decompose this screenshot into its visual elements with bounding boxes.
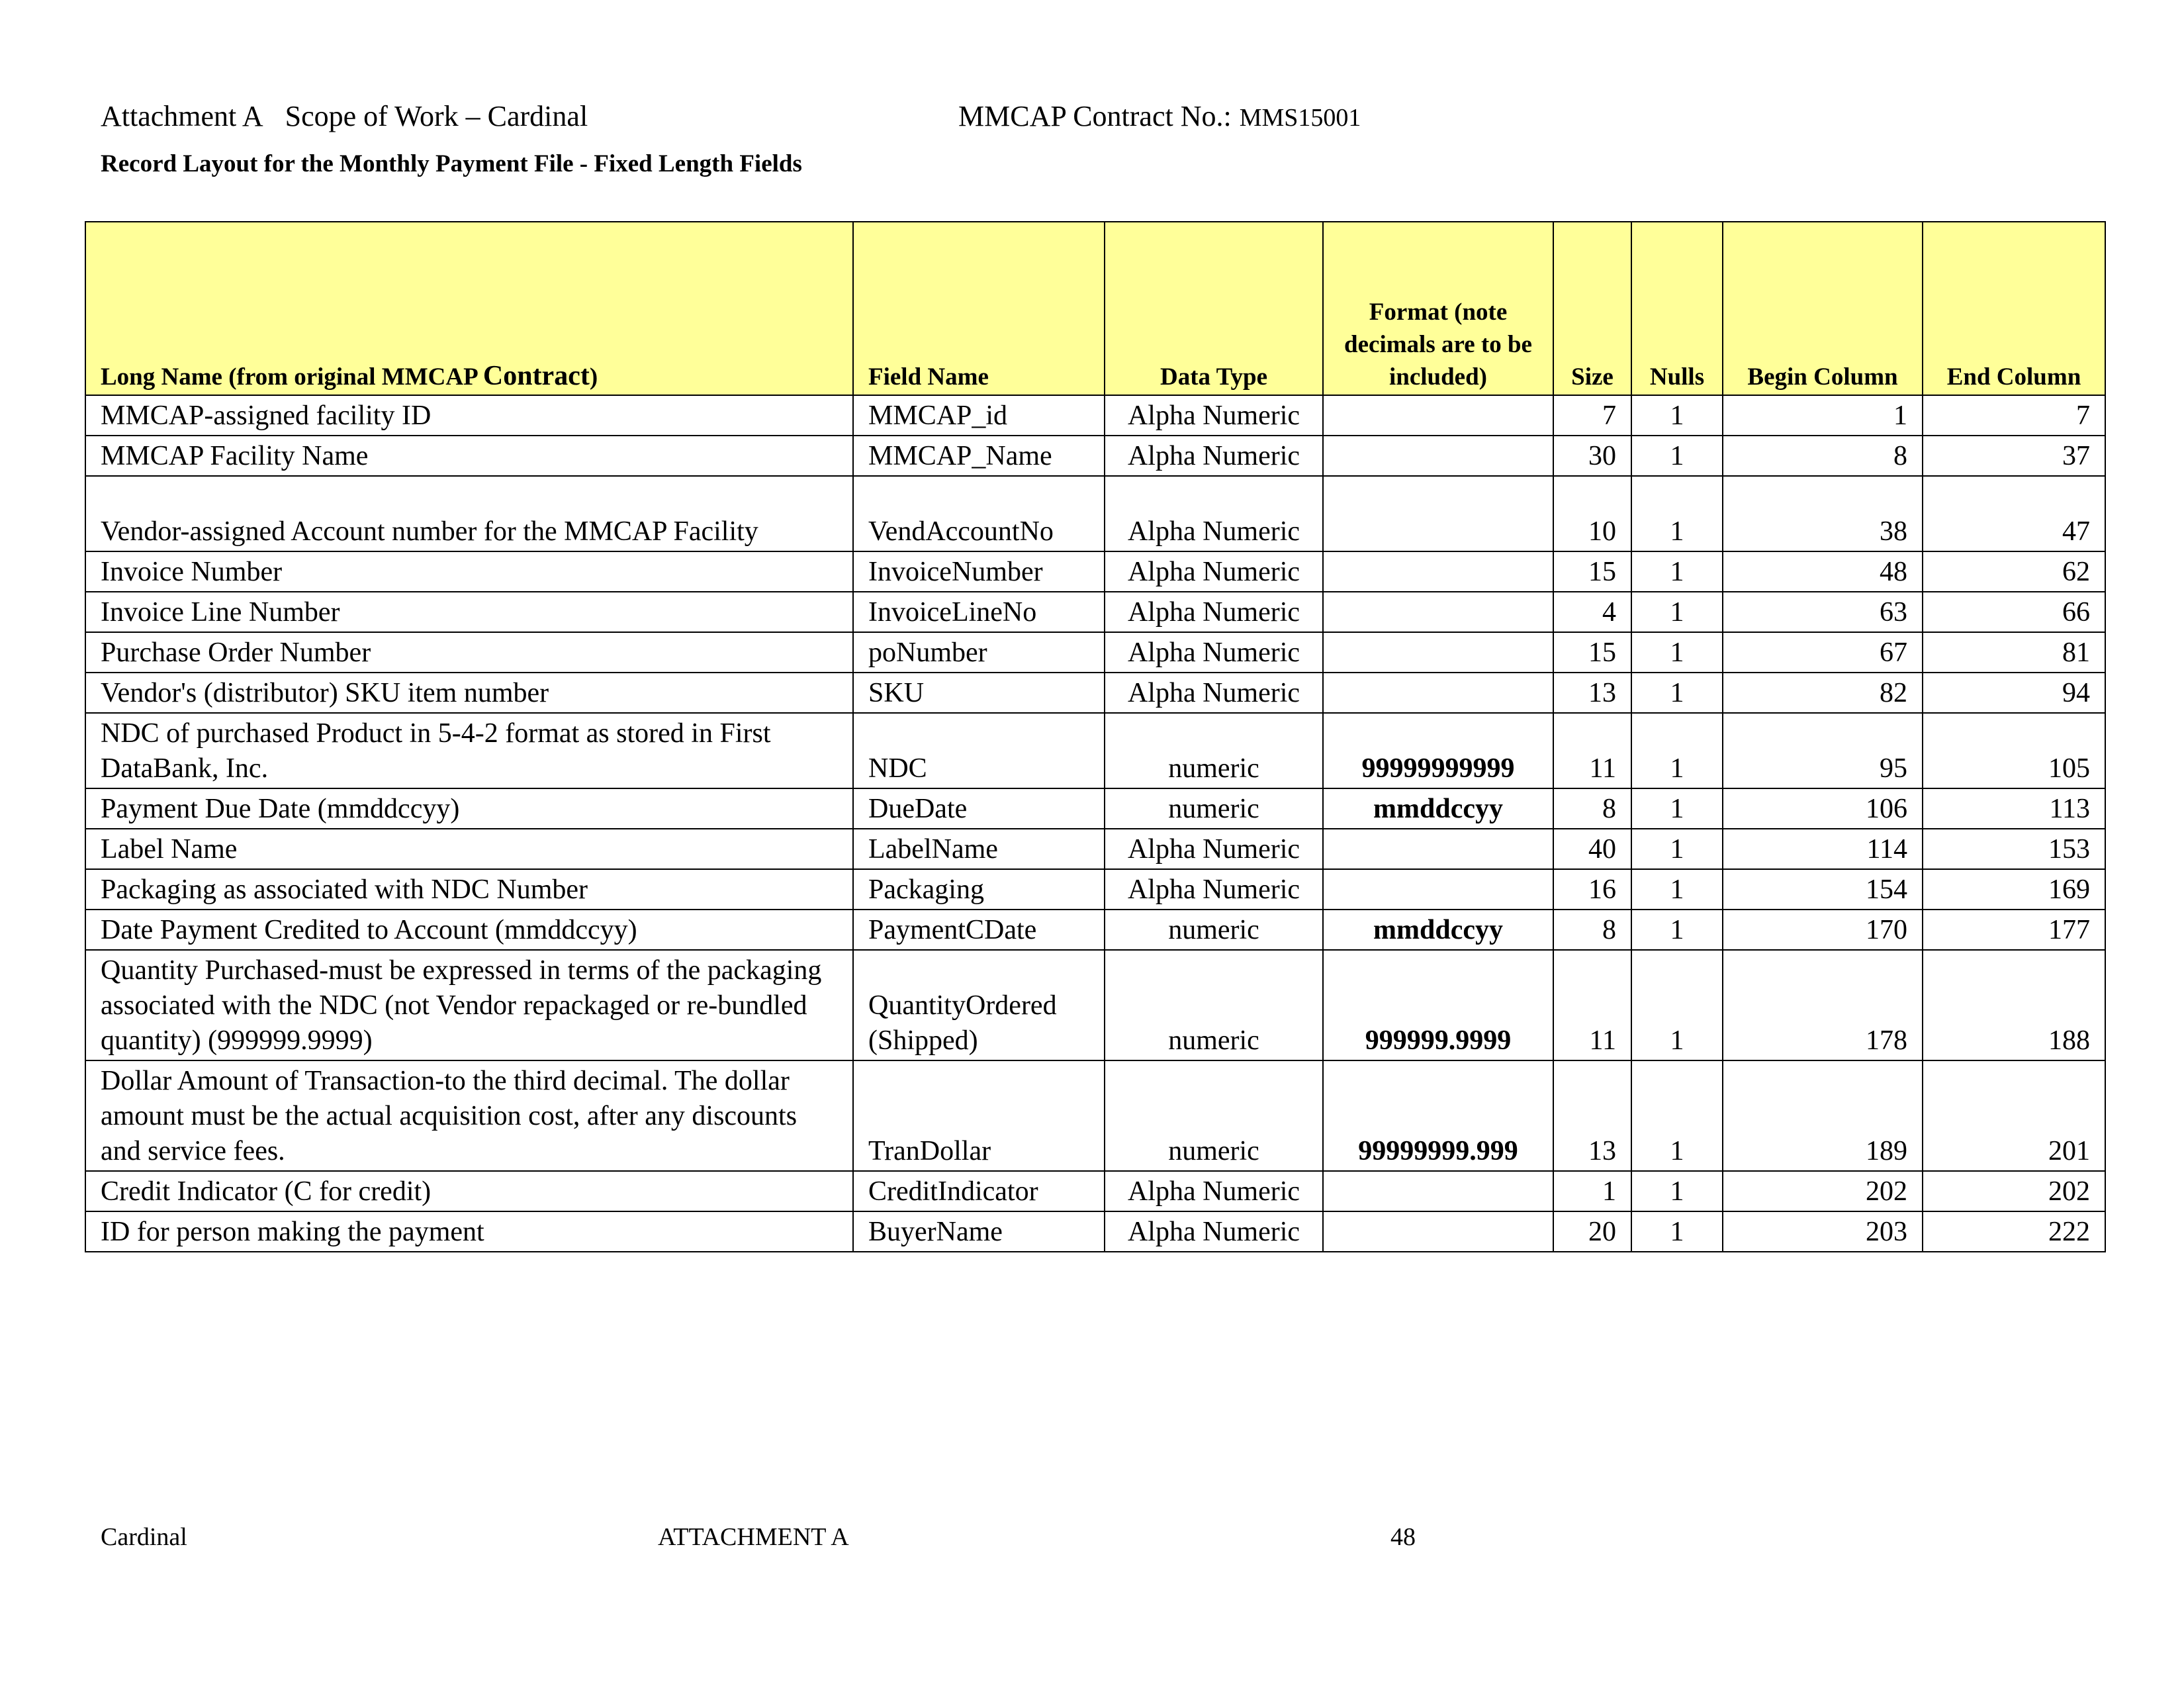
cell-begin-column: 48 xyxy=(1723,551,1923,592)
cell-format: 999999.9999 xyxy=(1323,950,1553,1060)
cell-end-column: 37 xyxy=(1923,436,2105,476)
cell-data-type: Alpha Numeric xyxy=(1105,1171,1323,1211)
cell-data-type: numeric xyxy=(1105,950,1323,1060)
cell-field-name: MMCAP_Name xyxy=(853,436,1105,476)
column-header-size: Size xyxy=(1553,222,1631,395)
cell-size: 11 xyxy=(1553,950,1631,1060)
cell-end-column: 94 xyxy=(1923,673,2105,713)
document-subtitle: Record Layout for the Monthly Payment File - Fixed Length Fields xyxy=(101,150,802,177)
cell-field-name: QuantityOrdered (Shipped) xyxy=(853,950,1105,1060)
cell-size: 4 xyxy=(1553,592,1631,632)
footer-company: Cardinal xyxy=(101,1523,187,1551)
cell-data-type: Alpha Numeric xyxy=(1105,551,1323,592)
cell-end-column: 66 xyxy=(1923,592,2105,632)
cell-format xyxy=(1323,395,1553,436)
cell-nulls: 1 xyxy=(1631,829,1723,869)
cell-end-column: 222 xyxy=(1923,1211,2105,1252)
cell-begin-column: 170 xyxy=(1723,910,1923,950)
cell-end-column: 62 xyxy=(1923,551,2105,592)
cell-long-name: Dollar Amount of Transaction-to the third decimal. The dollar amount must be the actual acquisition cost, after any discounts and service fees. xyxy=(85,1060,853,1171)
table-row xyxy=(85,476,2105,551)
cell-field-name: MMCAP_id xyxy=(853,395,1105,436)
table-row xyxy=(85,1211,2105,1252)
cell-size: 15 xyxy=(1553,551,1631,592)
cell-nulls: 1 xyxy=(1631,476,1723,551)
cell-format xyxy=(1323,436,1553,476)
cell-data-type: Alpha Numeric xyxy=(1105,436,1323,476)
cell-field-name: BuyerName xyxy=(853,1211,1105,1252)
cell-size: 8 xyxy=(1553,788,1631,829)
cell-nulls: 1 xyxy=(1631,910,1723,950)
cell-begin-column: 67 xyxy=(1723,632,1923,673)
cell-field-name: DueDate xyxy=(853,788,1105,829)
cell-end-column: 81 xyxy=(1923,632,2105,673)
cell-begin-column: 63 xyxy=(1723,592,1923,632)
cell-format xyxy=(1323,869,1553,910)
cell-begin-column: 189 xyxy=(1723,1060,1923,1171)
cell-begin-column: 202 xyxy=(1723,1171,1923,1211)
column-header-data-type: Data Type xyxy=(1105,222,1323,395)
cell-data-type: numeric xyxy=(1105,788,1323,829)
cell-size: 30 xyxy=(1553,436,1631,476)
cell-data-type: Alpha Numeric xyxy=(1105,829,1323,869)
cell-end-column: 201 xyxy=(1923,1060,2105,1171)
column-header-nulls: Nulls xyxy=(1631,222,1723,395)
cell-end-column: 7 xyxy=(1923,395,2105,436)
cell-size: 11 xyxy=(1553,713,1631,788)
table-row xyxy=(85,551,2105,592)
cell-end-column: 169 xyxy=(1923,869,2105,910)
cell-format xyxy=(1323,1211,1553,1252)
cell-field-name: VendAccountNo xyxy=(853,476,1105,551)
cell-begin-column: 82 xyxy=(1723,673,1923,713)
cell-long-name: Invoice Number xyxy=(85,551,853,592)
cell-long-name: Credit Indicator (C for credit) xyxy=(85,1171,853,1211)
cell-size: 1 xyxy=(1553,1171,1631,1211)
cell-size: 13 xyxy=(1553,673,1631,713)
cell-nulls: 1 xyxy=(1631,869,1723,910)
table-row xyxy=(85,869,2105,910)
cell-long-name: NDC of purchased Product in 5-4-2 format as stored in First DataBank, Inc. xyxy=(85,713,853,788)
table-row xyxy=(85,592,2105,632)
cell-size: 16 xyxy=(1553,869,1631,910)
cell-size: 8 xyxy=(1553,910,1631,950)
column-header-field-name: Field Name xyxy=(853,222,1105,395)
cell-end-column: 113 xyxy=(1923,788,2105,829)
table-row xyxy=(85,950,2105,1060)
cell-nulls: 1 xyxy=(1631,1171,1723,1211)
table-row xyxy=(85,713,2105,788)
cell-data-type: Alpha Numeric xyxy=(1105,673,1323,713)
cell-end-column: 153 xyxy=(1923,829,2105,869)
cell-long-name: MMCAP-assigned facility ID xyxy=(85,395,853,436)
cell-begin-column: 178 xyxy=(1723,950,1923,1060)
table-row xyxy=(85,673,2105,713)
cell-data-type: numeric xyxy=(1105,1060,1323,1171)
cell-format: mmddccyy xyxy=(1323,910,1553,950)
table-row xyxy=(85,829,2105,869)
table-body xyxy=(85,395,2105,1252)
cell-data-type: Alpha Numeric xyxy=(1105,632,1323,673)
cell-format xyxy=(1323,551,1553,592)
cell-nulls: 1 xyxy=(1631,592,1723,632)
cell-format xyxy=(1323,592,1553,632)
cell-size: 40 xyxy=(1553,829,1631,869)
cell-data-type: numeric xyxy=(1105,910,1323,950)
cell-format xyxy=(1323,476,1553,551)
cell-size: 13 xyxy=(1553,1060,1631,1171)
column-header-long-name: Long Name (from original MMCAP Contract) xyxy=(85,222,853,395)
cell-nulls: 1 xyxy=(1631,950,1723,1060)
cell-data-type: numeric xyxy=(1105,713,1323,788)
cell-begin-column: 114 xyxy=(1723,829,1923,869)
column-header-begin-column: Begin Column xyxy=(1723,222,1923,395)
cell-field-name: LabelName xyxy=(853,829,1105,869)
table-row xyxy=(85,1171,2105,1211)
table-row xyxy=(85,632,2105,673)
cell-nulls: 1 xyxy=(1631,1060,1723,1171)
attachment-label: Attachment A xyxy=(101,100,263,132)
cell-size: 7 xyxy=(1553,395,1631,436)
cell-field-name: SKU xyxy=(853,673,1105,713)
cell-data-type: Alpha Numeric xyxy=(1105,592,1323,632)
cell-size: 15 xyxy=(1553,632,1631,673)
cell-format xyxy=(1323,632,1553,673)
cell-data-type: Alpha Numeric xyxy=(1105,1211,1323,1252)
footer-attachment: ATTACHMENT A xyxy=(658,1523,849,1551)
cell-long-name: Vendor's (distributor) SKU item number xyxy=(85,673,853,713)
cell-end-column: 202 xyxy=(1923,1171,2105,1211)
cell-long-name: Quantity Purchased-must be expressed in terms of the packaging associated with the NDC (not Vendor repackaged or re-bundled quantity) (999999.9999) xyxy=(85,950,853,1060)
cell-begin-column: 1 xyxy=(1723,395,1923,436)
cell-long-name: Payment Due Date (mmddccyy) xyxy=(85,788,853,829)
cell-nulls: 1 xyxy=(1631,436,1723,476)
record-layout-table xyxy=(85,221,2106,1252)
cell-nulls: 1 xyxy=(1631,1211,1723,1252)
page-number: 48 xyxy=(1390,1523,1416,1551)
cell-end-column: 188 xyxy=(1923,950,2105,1060)
cell-data-type: Alpha Numeric xyxy=(1105,395,1323,436)
column-header-end-column: End Column xyxy=(1923,222,2105,395)
contract-number: MMS15001 xyxy=(1239,104,1361,132)
cell-field-name: NDC xyxy=(853,713,1105,788)
cell-begin-column: 8 xyxy=(1723,436,1923,476)
document-header-left xyxy=(101,99,588,133)
table-row xyxy=(85,910,2105,950)
cell-end-column: 47 xyxy=(1923,476,2105,551)
cell-long-name: Date Payment Credited to Account (mmddccyy) xyxy=(85,910,853,950)
cell-field-name: CreditIndicator xyxy=(853,1171,1105,1211)
cell-field-name: PaymentCDate xyxy=(853,910,1105,950)
cell-format: mmddccyy xyxy=(1323,788,1553,829)
cell-nulls: 1 xyxy=(1631,395,1723,436)
cell-long-name: Packaging as associated with NDC Number xyxy=(85,869,853,910)
cell-format: 99999999999 xyxy=(1323,713,1553,788)
cell-size: 10 xyxy=(1553,476,1631,551)
cell-begin-column: 106 xyxy=(1723,788,1923,829)
cell-field-name: InvoiceLineNo xyxy=(853,592,1105,632)
cell-size: 20 xyxy=(1553,1211,1631,1252)
cell-begin-column: 203 xyxy=(1723,1211,1923,1252)
cell-long-name: Label Name xyxy=(85,829,853,869)
cell-long-name: Purchase Order Number xyxy=(85,632,853,673)
cell-begin-column: 95 xyxy=(1723,713,1923,788)
scope-title: Scope of Work – Cardinal xyxy=(285,100,588,132)
cell-field-name: poNumber xyxy=(853,632,1105,673)
cell-nulls: 1 xyxy=(1631,673,1723,713)
cell-long-name: Invoice Line Number xyxy=(85,592,853,632)
cell-nulls: 1 xyxy=(1631,551,1723,592)
cell-begin-column: 154 xyxy=(1723,869,1923,910)
cell-long-name: ID for person making the payment xyxy=(85,1211,853,1252)
table-row xyxy=(85,788,2105,829)
cell-data-type: Alpha Numeric xyxy=(1105,869,1323,910)
cell-field-name: InvoiceNumber xyxy=(853,551,1105,592)
table-row xyxy=(85,395,2105,436)
cell-long-name: MMCAP Facility Name xyxy=(85,436,853,476)
cell-end-column: 177 xyxy=(1923,910,2105,950)
table-row xyxy=(85,1060,2105,1171)
cell-end-column: 105 xyxy=(1923,713,2105,788)
cell-format xyxy=(1323,829,1553,869)
cell-data-type: Alpha Numeric xyxy=(1105,476,1323,551)
cell-format xyxy=(1323,1171,1553,1211)
document-header-right xyxy=(958,99,1361,133)
column-header-format: Format (note decimals are to be included) xyxy=(1323,222,1553,395)
cell-begin-column: 38 xyxy=(1723,476,1923,551)
cell-nulls: 1 xyxy=(1631,713,1723,788)
cell-long-name: Vendor-assigned Account number for the MMCAP Facility xyxy=(85,476,853,551)
cell-nulls: 1 xyxy=(1631,632,1723,673)
contract-label: MMCAP Contract No.: xyxy=(958,100,1232,132)
table-header-row xyxy=(85,222,2105,395)
cell-field-name: TranDollar xyxy=(853,1060,1105,1171)
cell-field-name: Packaging xyxy=(853,869,1105,910)
cell-format xyxy=(1323,673,1553,713)
cell-format: 99999999.999 xyxy=(1323,1060,1553,1171)
cell-nulls: 1 xyxy=(1631,788,1723,829)
table-row xyxy=(85,436,2105,476)
